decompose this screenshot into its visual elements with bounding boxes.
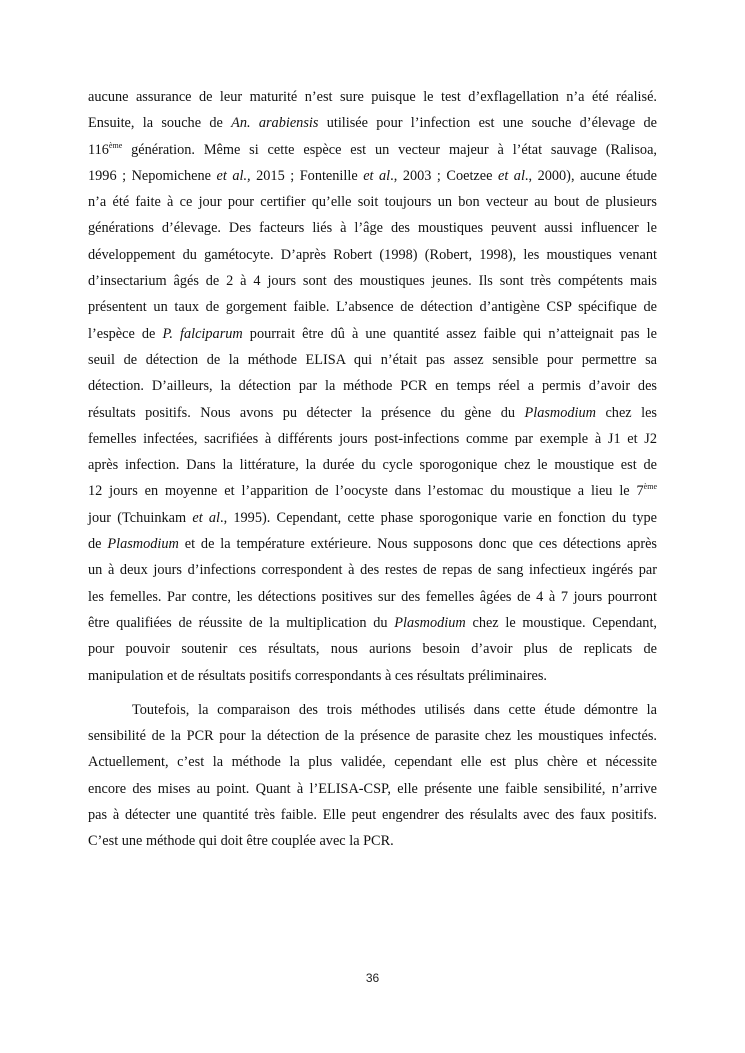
text-run: seuil de détection de la méthode ELISA qui n’était pas assez sensible pour permettre sa [88,351,657,368]
text-run: chez le moustique. Cependant, [465,614,657,631]
text-line [88,610,657,636]
text-line [88,84,657,110]
text-line [88,215,657,241]
text-line [88,321,657,347]
text-line [88,776,657,802]
text-run: aucune assurance de leur maturité n’est sure puisque le test d’exflagellation n’a été réalisé. [88,89,657,105]
text-run: les femelles. Par contre, les détections positives sur des femelles âgées de 4 à 7 jours pourront [88,588,657,605]
text-run: génération. Même si cette espèce est un vecteur majeur à l’état sauvage (Ralisoa, [122,141,657,158]
text-line [88,426,657,452]
text-run: un à deux jours d’infections correspondent à des restes de repas de sang infectieux ingérés par [88,562,657,579]
genus-name: Plasmodium [394,614,466,631]
text-run: ., 2003 ; Coetzee [390,167,498,184]
text-line [88,452,657,478]
text-run: 116 [88,141,109,158]
text-run: pour pouvoir soutenir ces résultats, nous aurions besoin d’avoir plus de replicats de [88,641,657,658]
text-run: d’insectarium âgés de 2 à 4 jours sont des moustiques jeunes. Ils sont très compétents mais [88,273,657,290]
text-line [88,802,657,828]
text-run: présentent un taux de gorgement faible. L’absence de détection d’antigène CSP spécifique de [88,299,657,316]
text-line [88,663,657,689]
text-run: de [88,536,108,553]
paragraph-2 [88,697,657,855]
text-run: ., 2000), aucune étude [524,167,657,184]
text-run: ., 1995). Cependant, cette phase sporogonique varie en fonction du type [220,509,657,526]
text-run: détection. D’ailleurs, la détection par la méthode PCR en temps réel a permis d’avoir des [88,378,657,395]
text-line [88,749,657,775]
body-text [88,84,657,855]
text-run: résultats positifs. Nous avons pu détecter la présence du gène du [88,404,525,421]
text-run: pas à détecter une quantité très faible. Elle peut engendrer des résulalts avec des faux positifs. [88,807,657,824]
text-line [88,373,657,399]
text-run: Ensuite, la souche de [88,115,232,132]
text-line [88,294,657,320]
text-run: 12 jours en moyenne et l’apparition de l’oocyste dans l’estomac du moustique a lieu le 7 [88,483,644,500]
text-run: l’espèce de [88,325,163,342]
text-line [88,163,657,189]
citation-italic: et al [192,509,221,526]
text-run: être qualifiées de réussite de la multiplication du [88,614,395,631]
text-line [88,584,657,610]
text-run: développement du gamétocyte. D’après Robert (1998) (Robert, 1998), les moustiques venant [88,246,657,263]
text-run: Toutefois, la comparaison des trois méthodes utilisés dans cette étude démontre la [132,701,657,718]
citation-italic: et al [363,167,391,184]
citation-italic: et al., [216,167,251,184]
paragraph-1 [88,84,657,689]
text-run: sensibilité de la PCR pour la détection de la présence de parasite chez les moustiques infectés. [88,728,657,745]
text-line [88,723,657,749]
text-run: après infection. Dans la littérature, la durée du cycle sporogonique chez le moustique est de [88,457,657,474]
text-run: 1996 ; Nepomichene [88,167,217,184]
genus-name: Plasmodium [524,404,596,421]
superscript: ème [643,482,657,492]
text-run: femelles infectées, sacrifiées à différents jours post-infections comme par exemple à J1 et J2 [88,430,657,447]
text-line [88,347,657,373]
text-run: et de la température extérieure. Nous supposons donc que ces détections après [178,536,657,553]
genus-name: Plasmodium [107,536,179,553]
text-run: C’est une méthode qui doit être couplée avec la PCR. [88,833,394,850]
species-name: P. falciparum [162,325,243,342]
text-line [88,505,657,531]
text-line [88,242,657,268]
text-line [88,137,657,163]
text-run: jour (Tchuinkam [88,509,193,526]
text-run: chez les [595,404,657,421]
superscript: ème [108,140,123,150]
text-line [88,557,657,583]
text-run: Actuellement, c’est la méthode la plus validée, cependant elle est plus chère et nécessite [88,754,657,771]
text-line [88,268,657,294]
citation-italic: et al [497,167,525,184]
text-line [88,400,657,426]
text-line [88,110,657,136]
text-line [88,478,657,504]
text-line [88,531,657,557]
text-run: 2015 ; Fontenille [250,167,364,184]
text-run: n’a été faite à ce jour pour certifier qu’elle soit toujours un bon vecteur au bout de plusieurs [88,194,657,211]
text-run: générations d’élevage. Des facteurs liés à l’âge des moustiques peuvent aussi influencer le [88,220,657,237]
text-line [88,697,657,723]
text-line [88,189,657,215]
text-line [88,828,657,854]
species-name: An. arabiensis [231,115,319,132]
text-line [88,636,657,662]
text-run: encore des mises au point. Quant à l’ELISA-CSP, elle présente une faible sensibilité, n’arrive [88,780,657,797]
text-run: utilisée pour l’infection est une souche d’élevage de [318,115,657,132]
text-run: pourrait être dû à une quantité assez faible qui n’atteignait pas le [242,325,657,342]
page-number: 36 [365,971,380,985]
text-run: manipulation et de résultats positifs correspondants à ces résultats préliminaires. [88,667,547,684]
